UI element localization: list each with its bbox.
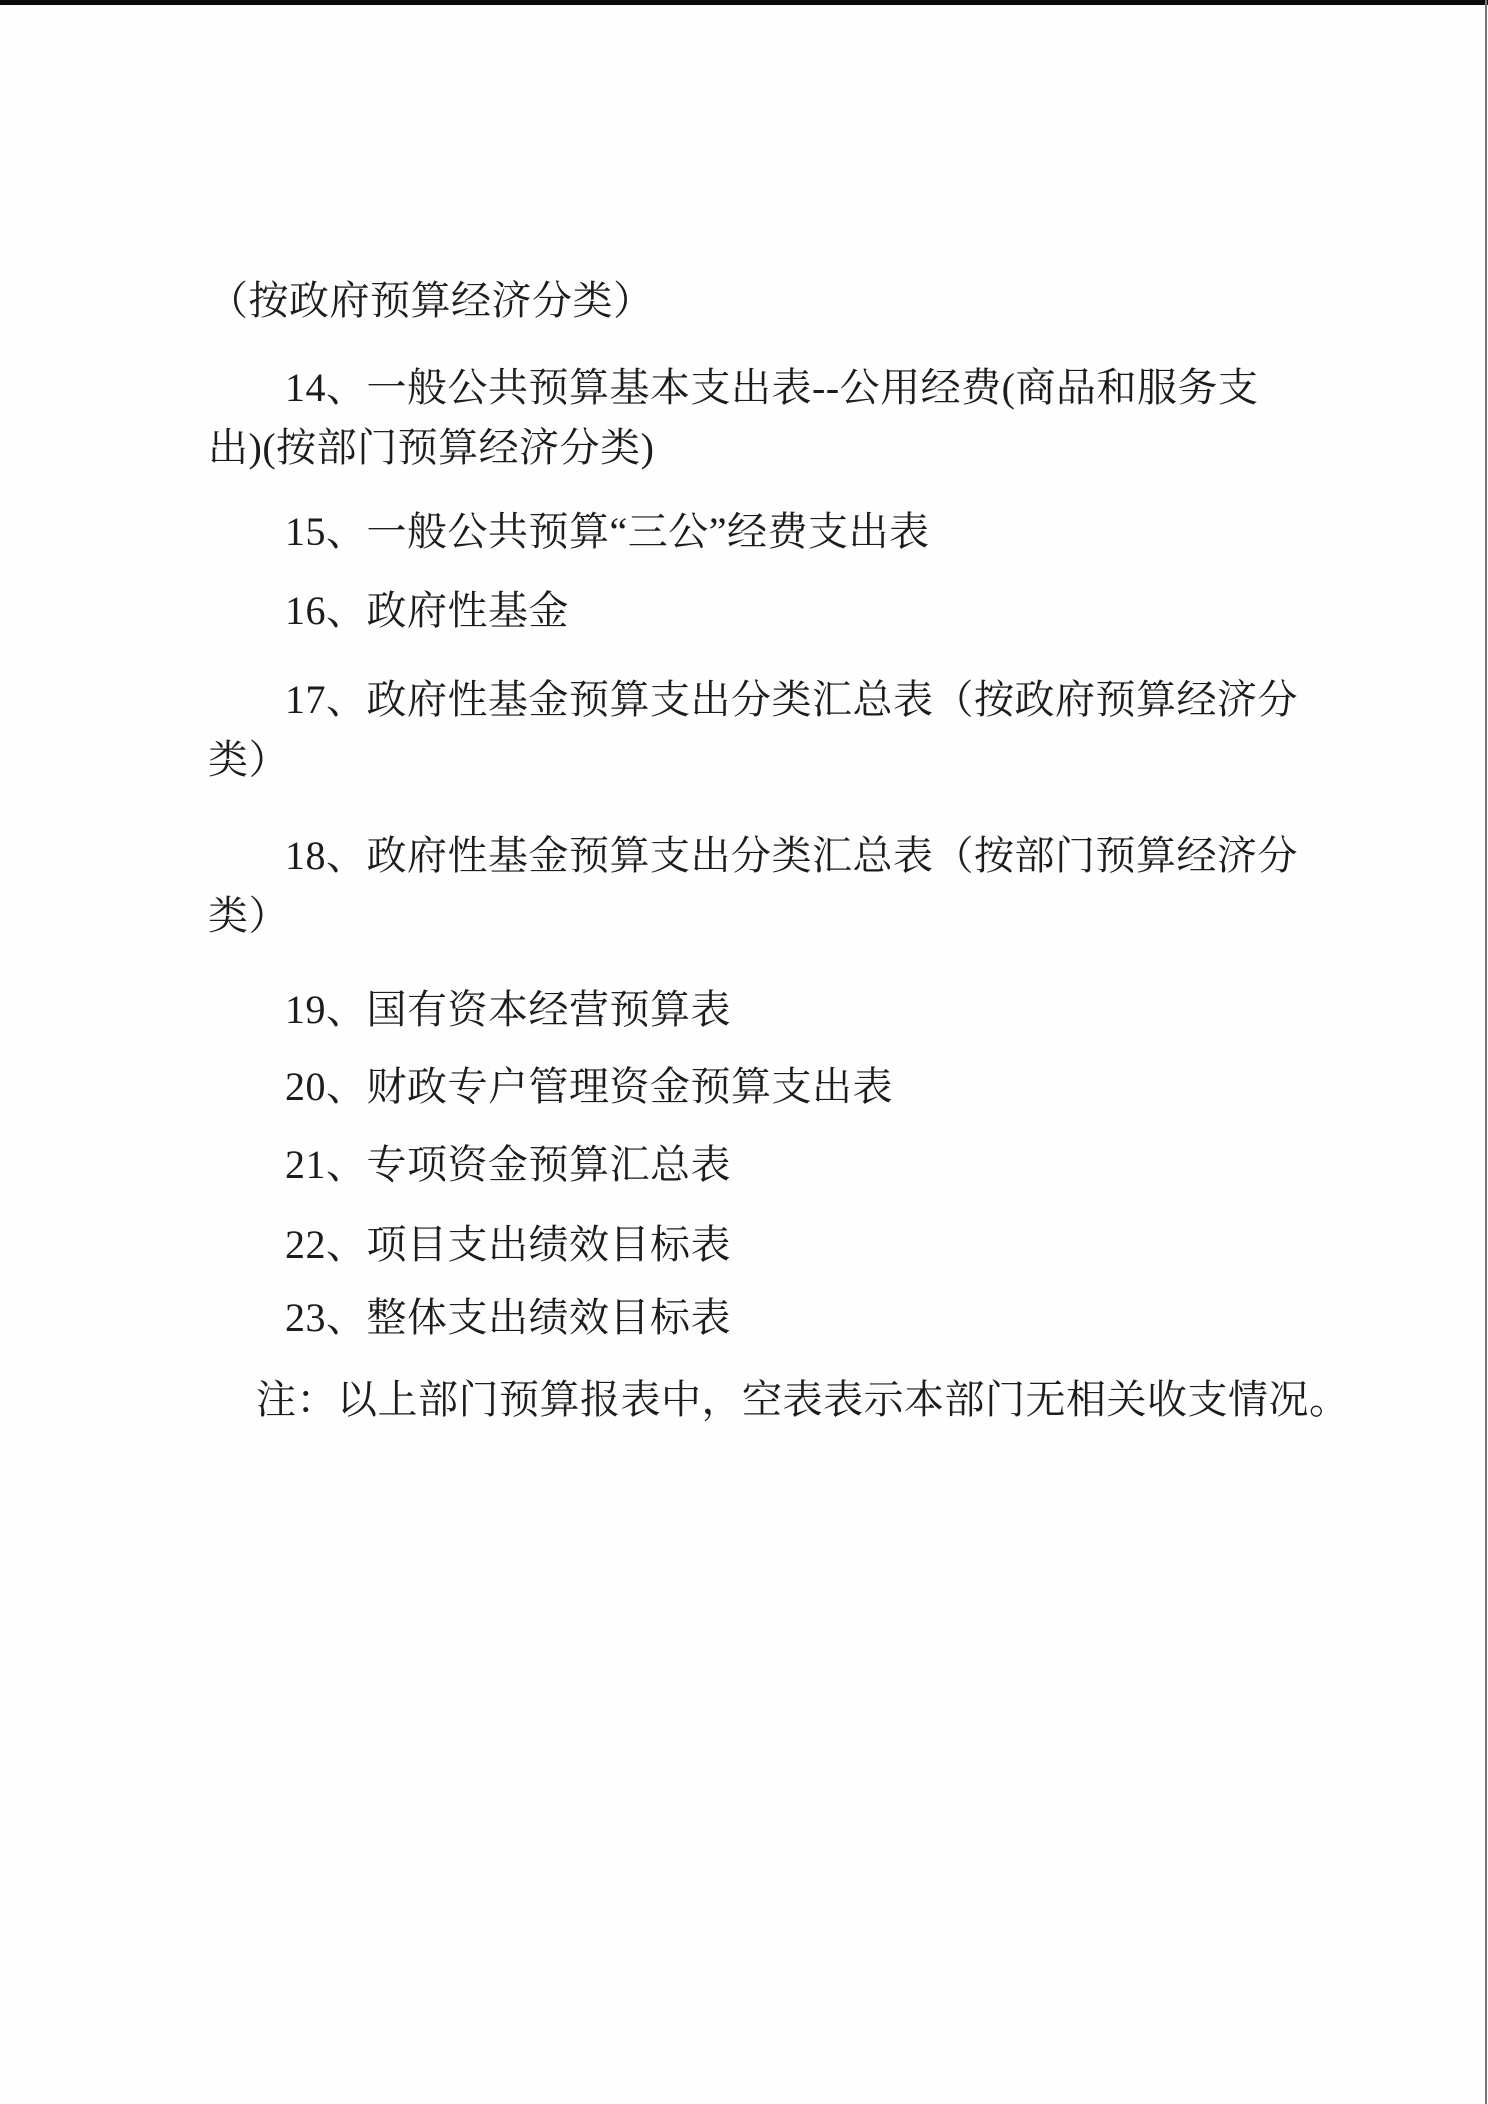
list-item-16 (208, 581, 1288, 641)
text-line: 22、项目支出绩效目标表 (285, 1222, 731, 1267)
text-line: 17、政府性基金预算支出分类汇总表（按政府预算经济分 (285, 677, 1298, 722)
note-line (208, 1370, 1350, 1430)
text-line: 19、国有资本经营预算表 (285, 987, 731, 1032)
list-item-14 (208, 358, 1288, 478)
text-line: 注：以上部门预算报表中，空表表示本部门无相关收支情况。 (256, 1377, 1350, 1422)
text-line: 18、政府性基金预算支出分类汇总表（按部门预算经济分 (285, 833, 1298, 878)
text-line: 23、整体支出绩效目标表 (285, 1295, 731, 1340)
text-line: 21、专项资金预算汇总表 (285, 1142, 731, 1187)
list-item-15 (208, 502, 1288, 562)
list-item-18 (208, 826, 1298, 946)
list-item-17 (208, 670, 1298, 790)
list-item-23 (208, 1288, 1288, 1348)
text-line: 类） (208, 893, 289, 938)
text-line: 类） (208, 737, 289, 782)
text-line: 14、一般公共预算基本支出表--公用经费(商品和服务支 (285, 365, 1259, 410)
text-line: 20、财政专户管理资金预算支出表 (285, 1064, 893, 1109)
text-line: 出)(按部门预算经济分类) (208, 425, 655, 470)
text-line: 15、一般公共预算“三公”经费支出表 (285, 509, 930, 554)
list-item-21 (208, 1135, 1288, 1195)
text-line: （按政府预算经济分类） (208, 278, 654, 323)
wrapped-line-item-13 (208, 271, 1288, 331)
list-item-20 (208, 1057, 1288, 1117)
list-item-19 (208, 980, 1288, 1040)
text-line: 16、政府性基金 (285, 588, 569, 633)
list-item-22 (208, 1215, 1288, 1275)
